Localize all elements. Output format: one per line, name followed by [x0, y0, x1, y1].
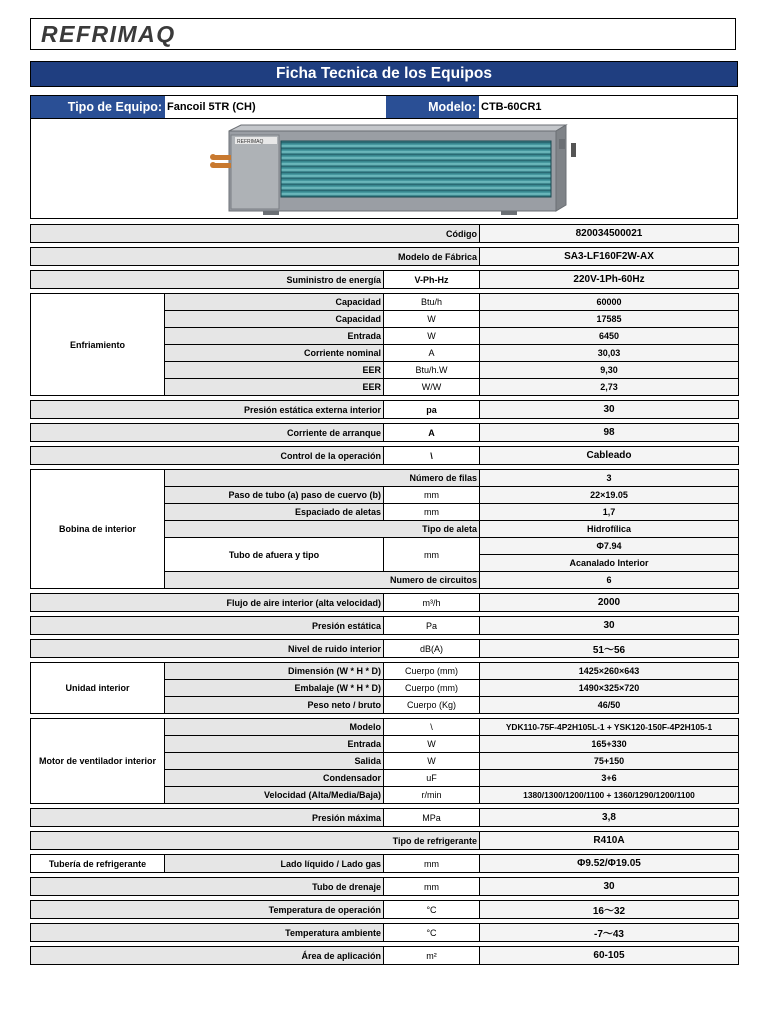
spec-value: -7～43 — [480, 924, 739, 942]
spec-unit: °C — [384, 924, 480, 942]
table-row — [31, 271, 739, 289]
spec-unit: mm — [384, 538, 480, 572]
spec-label: Numero de circuitos — [165, 572, 480, 589]
spec-value: YDK110-75F-4P2H105L-1 + YSK120-150F-4P2H105-1 — [480, 719, 739, 736]
spec-value: 3,8 — [480, 809, 739, 827]
spec-label: Corriente de arranque — [31, 424, 384, 442]
spec-value: 51～56 — [480, 640, 739, 658]
spec-value: 9,30 — [480, 362, 739, 379]
spec-value: R410A — [480, 832, 739, 850]
spec-unit: mm — [384, 878, 480, 896]
table-row — [31, 809, 739, 827]
spec-label: Dimensión (W * H * D) — [165, 663, 384, 680]
spec-label: Salida — [165, 753, 384, 770]
spec-label: Capacidad — [165, 311, 384, 328]
spec-label: Corriente nominal — [165, 345, 384, 362]
spec-unit: W — [384, 736, 480, 753]
table-row — [31, 878, 739, 896]
table-row — [31, 248, 739, 266]
spec-unit: Cuerpo (Kg) — [384, 697, 480, 714]
spec-value: 2,73 — [480, 379, 739, 396]
spec-value: 46/50 — [480, 697, 739, 714]
spec-unit: \ — [384, 447, 480, 465]
table-row — [31, 901, 739, 919]
spec-label: Entrada — [165, 328, 384, 345]
table-row — [31, 924, 739, 942]
fancoil-unit-image — [31, 119, 737, 217]
group-enfriamiento: Enfriamiento — [31, 294, 165, 396]
spec-label: Temperatura de operación — [31, 901, 384, 919]
spec-label: Modelo de Fábrica — [31, 248, 480, 266]
spec-unit: r/min — [384, 787, 480, 804]
spec-value: 1380/1300/1200/1100 + 1360/1290/1200/1100 — [480, 787, 739, 804]
spec-label: Peso neto / bruto — [165, 697, 384, 714]
table-row — [31, 640, 739, 658]
group-unidad-interior: Unidad interior — [31, 663, 165, 714]
spec-label: Condensador — [165, 770, 384, 787]
table-row — [31, 225, 739, 243]
spec-value: 16～32 — [480, 901, 739, 919]
spec-label: Espaciado de aletas — [165, 504, 384, 521]
table-row — [31, 424, 739, 442]
spec-value: 60000 — [480, 294, 739, 311]
spec-value: 1425×260×643 — [480, 663, 739, 680]
spec-value: Hidrofílica — [480, 521, 739, 538]
spec-value: 3+6 — [480, 770, 739, 787]
spec-unit: m² — [384, 947, 480, 965]
spec-unit: Cuerpo (mm) — [384, 663, 480, 680]
type-label: Tipo de Equipo: — [31, 96, 165, 118]
spec-value: 30,03 — [480, 345, 739, 362]
spec-value: 6450 — [480, 328, 739, 345]
spec-unit: Btu/h — [384, 294, 480, 311]
spec-label: Modelo — [165, 719, 384, 736]
spec-value: Φ9.52/Φ19.05 — [480, 855, 739, 873]
spec-label: Entrada — [165, 736, 384, 753]
spec-unit: Btu/h.W — [384, 362, 480, 379]
spec-unit: W/W — [384, 379, 480, 396]
spec-value: 165+330 — [480, 736, 739, 753]
table-row — [31, 617, 739, 635]
table-row — [31, 719, 739, 736]
model-value: CTB-60CR1 — [481, 101, 542, 113]
spec-unit: mm — [384, 487, 480, 504]
product-image-area — [30, 119, 738, 219]
spec-value: Φ7.94 — [480, 538, 739, 555]
table-row — [31, 594, 739, 612]
spec-value: 820034500021 — [480, 225, 739, 243]
spec-value: Acanalado Interior — [480, 555, 739, 572]
spec-value: SA3-LF160F2W-AX — [480, 248, 739, 266]
spec-value: 22×19.05 — [480, 487, 739, 504]
table-row — [31, 447, 739, 465]
group-bobina: Bobina de interior — [31, 470, 165, 589]
table-row — [31, 401, 739, 419]
spec-value: 30 — [480, 401, 739, 419]
spec-value: 75+150 — [480, 753, 739, 770]
spec-label: Suministro de energía — [31, 271, 384, 289]
spec-value: 6 — [480, 572, 739, 589]
spec-value: Cableado — [480, 447, 739, 465]
table-row — [31, 855, 739, 873]
type-value: Fancoil 5TR (CH) — [167, 101, 256, 113]
spec-label: Paso de tubo (a) paso de cuervo (b) — [165, 487, 384, 504]
spec-label: Presión estática — [31, 617, 384, 635]
spec-unit: W — [384, 328, 480, 345]
spec-value: 60-105 — [480, 947, 739, 965]
spec-unit: A — [384, 345, 480, 362]
group-motor: Motor de ventilador interior — [31, 719, 165, 804]
spec-table — [30, 224, 739, 965]
equipment-header-row — [30, 95, 738, 119]
spec-label: Tubo de drenaje — [31, 878, 384, 896]
spec-label: Velocidad (Alta/Media/Baja) — [165, 787, 384, 804]
unit-brand-plate: REFRIMAQ — [237, 139, 264, 145]
table-row — [31, 947, 739, 965]
spec-value: 1,7 — [480, 504, 739, 521]
spec-value: 98 — [480, 424, 739, 442]
spec-label: Presión máxima — [31, 809, 384, 827]
spec-label: Control de la operación — [31, 447, 384, 465]
logo-box — [30, 18, 736, 50]
spec-value: 3 — [480, 470, 739, 487]
group-tuberia: Tubería de refrigerante — [31, 855, 165, 873]
table-row — [31, 663, 739, 680]
spec-value: 2000 — [480, 594, 739, 612]
spec-unit: W — [384, 753, 480, 770]
spec-unit: pa — [384, 401, 480, 419]
spec-unit: uF — [384, 770, 480, 787]
page-title: Ficha Tecnica de los Equipos — [30, 61, 738, 87]
table-row — [31, 470, 739, 487]
spec-unit: W — [384, 311, 480, 328]
spec-unit: Cuerpo (mm) — [384, 680, 480, 697]
spec-label: Código — [31, 225, 480, 243]
spec-unit: °C — [384, 901, 480, 919]
spec-label: Número de filas — [165, 470, 480, 487]
spec-label: Temperatura ambiente — [31, 924, 384, 942]
spec-unit: V-Ph-Hz — [384, 271, 480, 289]
spec-value: 30 — [480, 878, 739, 896]
spec-unit: Pa — [384, 617, 480, 635]
spec-label: EER — [165, 362, 384, 379]
spec-label: EER — [165, 379, 384, 396]
spec-unit: dB(A) — [384, 640, 480, 658]
spec-unit: mm — [384, 855, 480, 873]
spec-label: Área de aplicación — [31, 947, 384, 965]
spec-label: Tipo de refrigerante — [31, 832, 480, 850]
spec-value: 30 — [480, 617, 739, 635]
spec-value: 220V-1Ph-60Hz — [480, 271, 739, 289]
spec-label: Flujo de aire interior (alta velocidad) — [31, 594, 384, 612]
spec-label: Tubo de afuera y tipo — [165, 538, 384, 572]
table-row — [31, 294, 739, 311]
spec-unit: m³/h — [384, 594, 480, 612]
spec-label: Embalaje (W * H * D) — [165, 680, 384, 697]
spec-label: Presión estática externa interior — [31, 401, 384, 419]
brand-logo: REFRIMAQ — [41, 21, 176, 47]
spec-label: Tipo de aleta — [165, 521, 480, 538]
spec-label: Nivel de ruido interior — [31, 640, 384, 658]
spec-unit: \ — [384, 719, 480, 736]
model-label: Modelo: — [386, 96, 479, 118]
spec-label: Capacidad — [165, 294, 384, 311]
spec-unit: MPa — [384, 809, 480, 827]
spec-label: Lado líquido / Lado gas — [165, 855, 384, 873]
spec-unit: A — [384, 424, 480, 442]
table-row — [31, 832, 739, 850]
spec-unit: mm — [384, 504, 480, 521]
spec-value: 1490×325×720 — [480, 680, 739, 697]
spec-value: 17585 — [480, 311, 739, 328]
